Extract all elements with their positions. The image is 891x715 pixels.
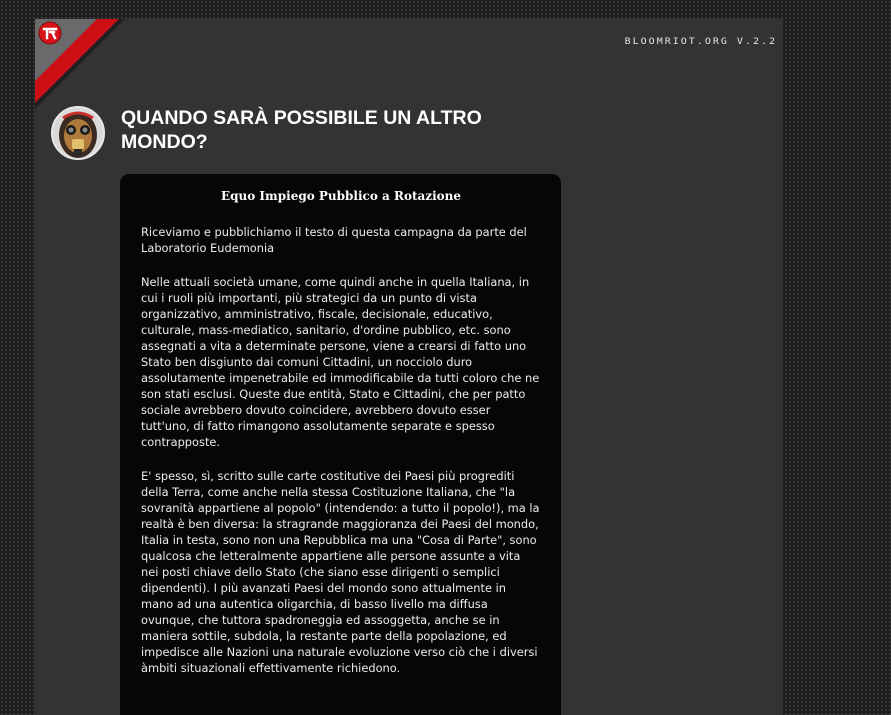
article-paragraph-3: E' spesso, sì, scritto sulle carte costitutive dei Paesi più progrediti della Terra, come anche nella stessa Costituzione Italiana, che "la sovranità appartiene al popolo" (intendendo: a tutto il popolo!), ma la realtà è ben diversa: la stragrande maggioranza dei Paesi del mondo, Italia in testa, sono non una Repubblica ma una "Cosa di Parte", sono qualcosa che letteralmente appartiene alle persone assunte a vita nei posti chiave dello Stato (che siano esse dirigenti o semplici dipendenti). I più avanzati Paesi del mondo sono attualmente in mano ad una autentica oligarchia, di basso livello ma diffusa ovunque, che tuttora spadroneggia ed assoggetta, anche se in maniera sottile, subdola, la restante parte della popolazione, ed impedisce alle Nazioni una naturale evoluzione verso ciò che i diversi àmbiti situazionali effettivamente richiedono. [141,469,540,675]
page-container [35,19,783,715]
page-title: QUANDO SARÀ POSSIBILE UN ALTRO MONDO? [121,107,482,153]
article-box [120,174,561,715]
article-heading: Equo Impiego Pubblico a Rotazione [220,189,462,203]
gas-mask-avatar-icon [51,106,105,160]
article-paragraph-2: Nelle attuali società umane, come quindi anche in quella Italiana, in cui i ruoli più importanti, più strategici da un punto di vista organizzativo, amministrativo, fiscale, decisionale, educativo, culturale, mass-mediatico, sanitario, d'ordine pubblico, etc. sono assegnati a vita a determinate persone, viene a crearsi di fatto uno Stato ben disgiunto dai comuni Cittadini, un nocciolo duro assolutamente impenetrabile ed immodificabile da tutti coloro che ne son stati esclusi. Queste due entità, Stato e Cittadini, che per patto sociale avrebbero dovuto coincidere, avrebbero dovuto esser tutt'uno, di fatto rimangono assolutamente separate e spesso contrapposte. [141,275,540,449]
site-version-tag[interactable]: BLOOMRIOT.ORG V.2.2 [624,37,777,47]
bloomriot-logo-icon[interactable] [38,21,62,45]
article-paragraph-intro: Riceviamo e pubblichiamo il testo di questa campagna da parte del Laboratorio Eudemonia [141,225,527,255]
